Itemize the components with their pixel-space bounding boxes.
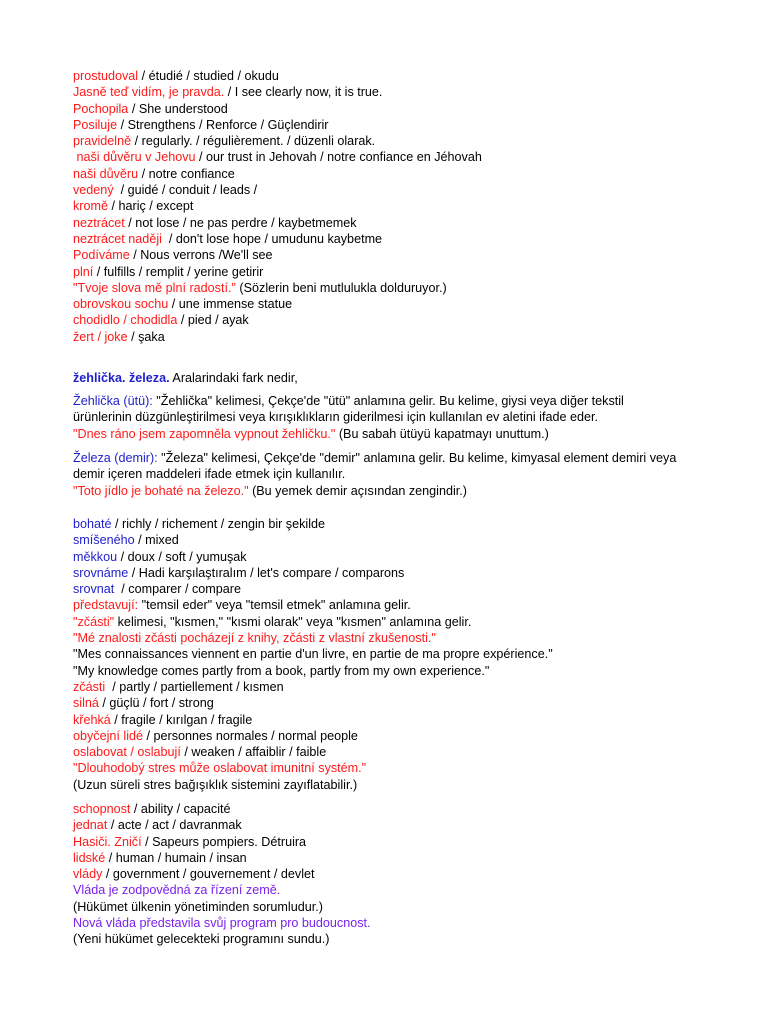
- highlighted-term: Podíváme: [73, 248, 130, 263]
- text-line: [73, 597, 723, 613]
- highlighted-term: smíšeného: [73, 533, 135, 548]
- highlighted-term: kromě: [73, 199, 108, 214]
- highlighted-term: vlády: [73, 867, 103, 882]
- plain-text: "Mes connaissances viennent en partie d'un livre, en partie de ma propre expérience.": [73, 647, 553, 662]
- text-line: [73, 646, 723, 662]
- plain-text: (Hükümet ülkenin yönetiminden sorumludur.): [73, 899, 323, 914]
- plain-text: / She understood: [128, 101, 228, 116]
- plain-text: / hariç / except: [108, 199, 194, 214]
- highlighted-term: neztrácet naději: [73, 231, 162, 246]
- plain-text: (Bu sabah ütüyü kapatmayı unuttum.): [335, 426, 549, 441]
- plain-text: / une immense statue: [168, 297, 293, 312]
- text-line: [73, 801, 723, 817]
- plain-text: / richly / richement / zengin bir şekilde: [111, 517, 326, 531]
- plain-text: / partly / partiellement / kısmen: [105, 679, 284, 694]
- text-line: [73, 296, 723, 312]
- highlighted-term: představují:: [73, 598, 139, 613]
- highlighted-term: srovnat: [73, 582, 115, 597]
- text-line: [73, 777, 723, 793]
- highlighted-term: pravidelně: [73, 134, 132, 149]
- highlighted-term: schopnost: [73, 802, 131, 816]
- vocabulary-list-3: [73, 801, 723, 948]
- text-line: [73, 280, 723, 296]
- plain-text: demir içeren maddeleri ifade etmek için kullanılır.: [73, 467, 346, 482]
- plain-text: (Bu yemek demir açısından zengindir.): [248, 483, 467, 498]
- plain-text: / doux / soft / yumuşak: [117, 549, 247, 564]
- plain-text: / weaken / affaiblir / faible: [180, 745, 327, 760]
- text-line: [73, 264, 723, 280]
- zehlicka-paragraph: [73, 393, 723, 442]
- highlighted-term: "Dnes ráno jsem zapomněla vypnout žehličku.": [73, 426, 336, 441]
- plain-text: ürünlerinin düzgünleştirilmesi veya kırışıklıkların giderilmesi için kullanılan ev aletini ifade eder.: [73, 410, 598, 425]
- highlighted-term: srovnáme: [73, 565, 129, 580]
- plain-text: / güçlü / fort / strong: [98, 696, 214, 711]
- plain-text: "My knowledge comes partly from a book, partly from my own experience.": [73, 663, 490, 678]
- plain-text: Aralarindaki fark nedir,: [169, 371, 298, 385]
- text-line: [73, 712, 723, 728]
- text-line: [73, 133, 723, 149]
- plain-text: / Sapeurs pompiers. Détruira: [141, 834, 307, 849]
- highlighted-term: "Dlouhodobý stres může oslabovat imunitní systém.": [73, 761, 367, 776]
- text-line: [73, 68, 723, 84]
- plain-text: / fragile / kırılgan / fragile: [110, 712, 253, 727]
- text-line: [73, 565, 723, 581]
- plain-text: / I see clearly now, it is true.: [224, 85, 383, 100]
- plain-text: / Hadi karşılaştıralım / let's compare / comparons: [128, 565, 405, 580]
- text-line: [73, 231, 723, 247]
- highlighted-term: Vláda je zodpovědná za řízení země.: [73, 883, 281, 898]
- highlighted-term: "Mé znalosti zčásti pocházejí z knihy, zčásti z vlastní zkušenosti.": [73, 631, 436, 646]
- highlighted-term: lidské: [73, 850, 106, 865]
- plain-text: / government / gouvernement / devlet: [102, 867, 315, 882]
- text-line: [73, 329, 723, 345]
- text-line: [73, 679, 723, 695]
- text-line: [73, 166, 723, 182]
- text-line: [73, 899, 723, 915]
- text-line: [73, 370, 723, 386]
- text-line: [73, 866, 723, 882]
- highlighted-term: Hasiči. Zničí: [73, 834, 142, 849]
- plain-text: / Strengthens / Renforce / Güçlendirir: [117, 117, 329, 132]
- highlighted-term: Jasně teď vidím, je pravda.: [73, 85, 225, 100]
- highlighted-term: Posiluje: [73, 117, 118, 132]
- highlighted-term: naši důvěru: [73, 166, 139, 181]
- highlighted-term: Nová vláda představila svůj program pro budoucnost.: [73, 916, 371, 931]
- plain-text: / acte / act / davranmak: [107, 818, 242, 833]
- text-line: [73, 834, 723, 850]
- highlighted-term: zčásti: [73, 679, 106, 694]
- highlighted-term: plní: [73, 264, 94, 279]
- text-line: [73, 198, 723, 214]
- text-line: [73, 817, 723, 833]
- highlighted-term: obrovskou sochu: [73, 297, 169, 312]
- highlighted-term: obyčejní lidé: [73, 728, 144, 743]
- highlighted-term: křehká: [73, 712, 111, 727]
- highlighted-term: vedený: [73, 183, 114, 198]
- plain-text: / ability / capacité: [130, 802, 231, 816]
- text-line: [73, 549, 723, 565]
- text-line: [73, 182, 723, 198]
- text-line: [73, 931, 723, 947]
- text-line: [73, 630, 723, 646]
- text-line: [73, 663, 723, 679]
- plain-text: / don't lose hope / umudunu kaybetme: [161, 231, 383, 246]
- highlighted-term: oslabovat / oslabují: [73, 745, 181, 760]
- plain-text: / étudié / studied / okudu: [138, 69, 279, 83]
- plain-text: / human / humain / insan: [105, 850, 247, 865]
- highlighted-term: žert / joke: [73, 329, 128, 344]
- text-line: [73, 516, 723, 532]
- highlighted-term: Pochopila: [73, 101, 129, 116]
- highlighted-term: chodidlo / chodidla: [73, 313, 178, 328]
- plain-text: / fulfills / remplit / yerine getirir: [93, 264, 264, 279]
- highlighted-term: Žehlička (ütü):: [73, 394, 153, 408]
- plain-text: / notre confiance: [138, 166, 235, 181]
- text-line: [73, 760, 723, 776]
- text-line: [73, 312, 723, 328]
- zeleza-paragraph: [73, 450, 723, 499]
- highlighted-term: "Toto jídlo je bohaté na železo.": [73, 483, 249, 498]
- highlighted-term: prostudoval: [73, 69, 139, 83]
- highlighted-term: "Tvoje slova mě plní radostí.": [73, 280, 236, 295]
- plain-text: (Yeni hükümet gelecekteki programını sundu.): [73, 932, 330, 947]
- text-line: [73, 101, 723, 117]
- text-line: [73, 247, 723, 263]
- text-line: [73, 483, 723, 499]
- plain-text: / şaka: [127, 329, 165, 344]
- highlighted-term: jednat: [73, 818, 108, 833]
- text-line: [73, 915, 723, 931]
- text-line: [73, 532, 723, 548]
- text-line: [73, 426, 723, 442]
- text-line: [73, 215, 723, 231]
- text-line: [73, 117, 723, 133]
- text-line: [73, 84, 723, 100]
- text-line: [73, 149, 723, 165]
- highlighted-term: "zčásti": [73, 614, 115, 629]
- highlighted-term: bohaté: [73, 517, 112, 531]
- plain-text: / mixed: [134, 533, 179, 548]
- vocabulary-list-2: [73, 516, 723, 793]
- text-line: [73, 409, 723, 425]
- plain-text: / Nous verrons /We'll see: [129, 248, 273, 263]
- plain-text: (Uzun süreli stres bağışıklık sistemini zayıflatabilir.): [73, 777, 358, 792]
- plain-text: kelimesi, "kısmen," "kısmi olarak" veya "kısmen" anlamına gelir.: [114, 614, 472, 629]
- plain-text: (Sözlerin beni mutlulukla dolduruyor.): [235, 280, 447, 295]
- plain-text: "Železa" kelimesi, Çekçe'de "demir" anlamına gelir. Bu kelime, kimyasal element demiri veya: [157, 451, 677, 465]
- text-line: [73, 728, 723, 744]
- plain-text: / regularly. / régulièrement. / düzenli olarak.: [131, 134, 376, 149]
- highlighted-term: neztrácet: [73, 215, 125, 230]
- plain-text: / our trust in Jehovah / notre confiance en Jéhovah: [195, 150, 482, 165]
- highlighted-term: naši důvěru v Jehovu: [73, 150, 196, 165]
- highlighted-term: silná: [73, 696, 99, 711]
- text-line: [73, 581, 723, 597]
- plain-text: / personnes normales / normal people: [143, 728, 358, 743]
- text-line: [73, 614, 723, 630]
- text-line: [73, 466, 723, 482]
- text-line: [73, 850, 723, 866]
- plain-text: / pied / ayak: [177, 313, 249, 328]
- text-line: [73, 882, 723, 898]
- text-line: [73, 695, 723, 711]
- highlighted-term: Železa (demir):: [73, 451, 158, 465]
- plain-text: / not lose / ne pas perdre / kaybetmemek: [124, 215, 357, 230]
- highlighted-term: žehlička. železa.: [73, 371, 170, 385]
- text-line: [73, 393, 723, 409]
- plain-text: "temsil eder" veya "temsil etmek" anlamına gelir.: [138, 598, 411, 613]
- plain-text: / comparer / compare: [114, 582, 241, 597]
- highlighted-term: měkkou: [73, 549, 118, 564]
- plain-text: "Žehlička" kelimesi, Çekçe'de "ütü" anlamına gelir. Bu kelime, giysi veya diğer tekstil: [152, 394, 624, 408]
- section-heading: [73, 370, 723, 386]
- text-line: [73, 450, 723, 466]
- plain-text: / guidé / conduit / leads /: [113, 183, 258, 198]
- vocabulary-list-1: [73, 68, 723, 345]
- text-line: [73, 744, 723, 760]
